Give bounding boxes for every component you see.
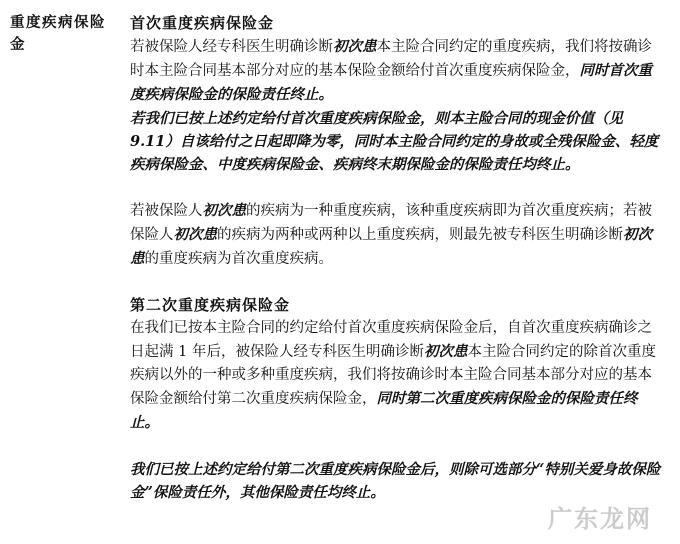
paragraph-second-benefit: 在我们已按本主险合同的约定给付首次重度疾病保险金后，自首次重度疾病确诊之日起满 1 年后，被保险人经专科医生明确诊断初次患本主险合同约定的除首次重度疾病以外的一种或多种重度疾病，我们将按确诊时本主险合同基本部分对应的基本保险金额给付第二次重度疾病保险金，同时第二次重度疾病保险金的保险责任终止。	[130, 320, 656, 431]
paragraph-first-illness-definition: 若被保险人初次患的疾病为一种重度疾病，该种重度疾病即为首次重度疾病；若被保险人初次患的疾病为两种或两种以上重度疾病，则最先被专科医生明确诊断初次患的重度疾病为首次重度疾病。	[130, 202, 652, 267]
paragraph-cash-value-note: 若我们已按上述约定给付首次重度疾病保险金，则本主险合同的现金价值（见 9.11）自该给付之日起即降为零，同时本主险合同约定的身故或全残保险金、轻度疾病保险金、中度疾病保险金、疾病终末期保险金的保险责任均终止。	[130, 110, 659, 173]
paragraph-first-benefit: 若被保险人经专科医生明确诊断初次患本主险合同约定的重度疾病，我们将按确诊时本主险合同基本部分对应的基本保险金额给付首次重度疾病保险金，同时首次重度疾病保险金的保险责任终止。	[130, 38, 652, 103]
paragraph-termination-note: 我们已按上述约定给付第二次重度疾病保险金后，则除可选部分“特别关爱身故保险金”保险责任外，其他保险责任均终止。	[130, 461, 661, 501]
watermark: 广东龙网	[548, 505, 652, 533]
section-title-first-critical-illness: 首次重度疾病保险金	[130, 14, 275, 32]
term-content	[130, 12, 665, 504]
section-title-second-critical-illness: 第二次重度疾病保险金	[130, 296, 291, 314]
term-label: 重度疾病保险金	[10, 15, 106, 53]
